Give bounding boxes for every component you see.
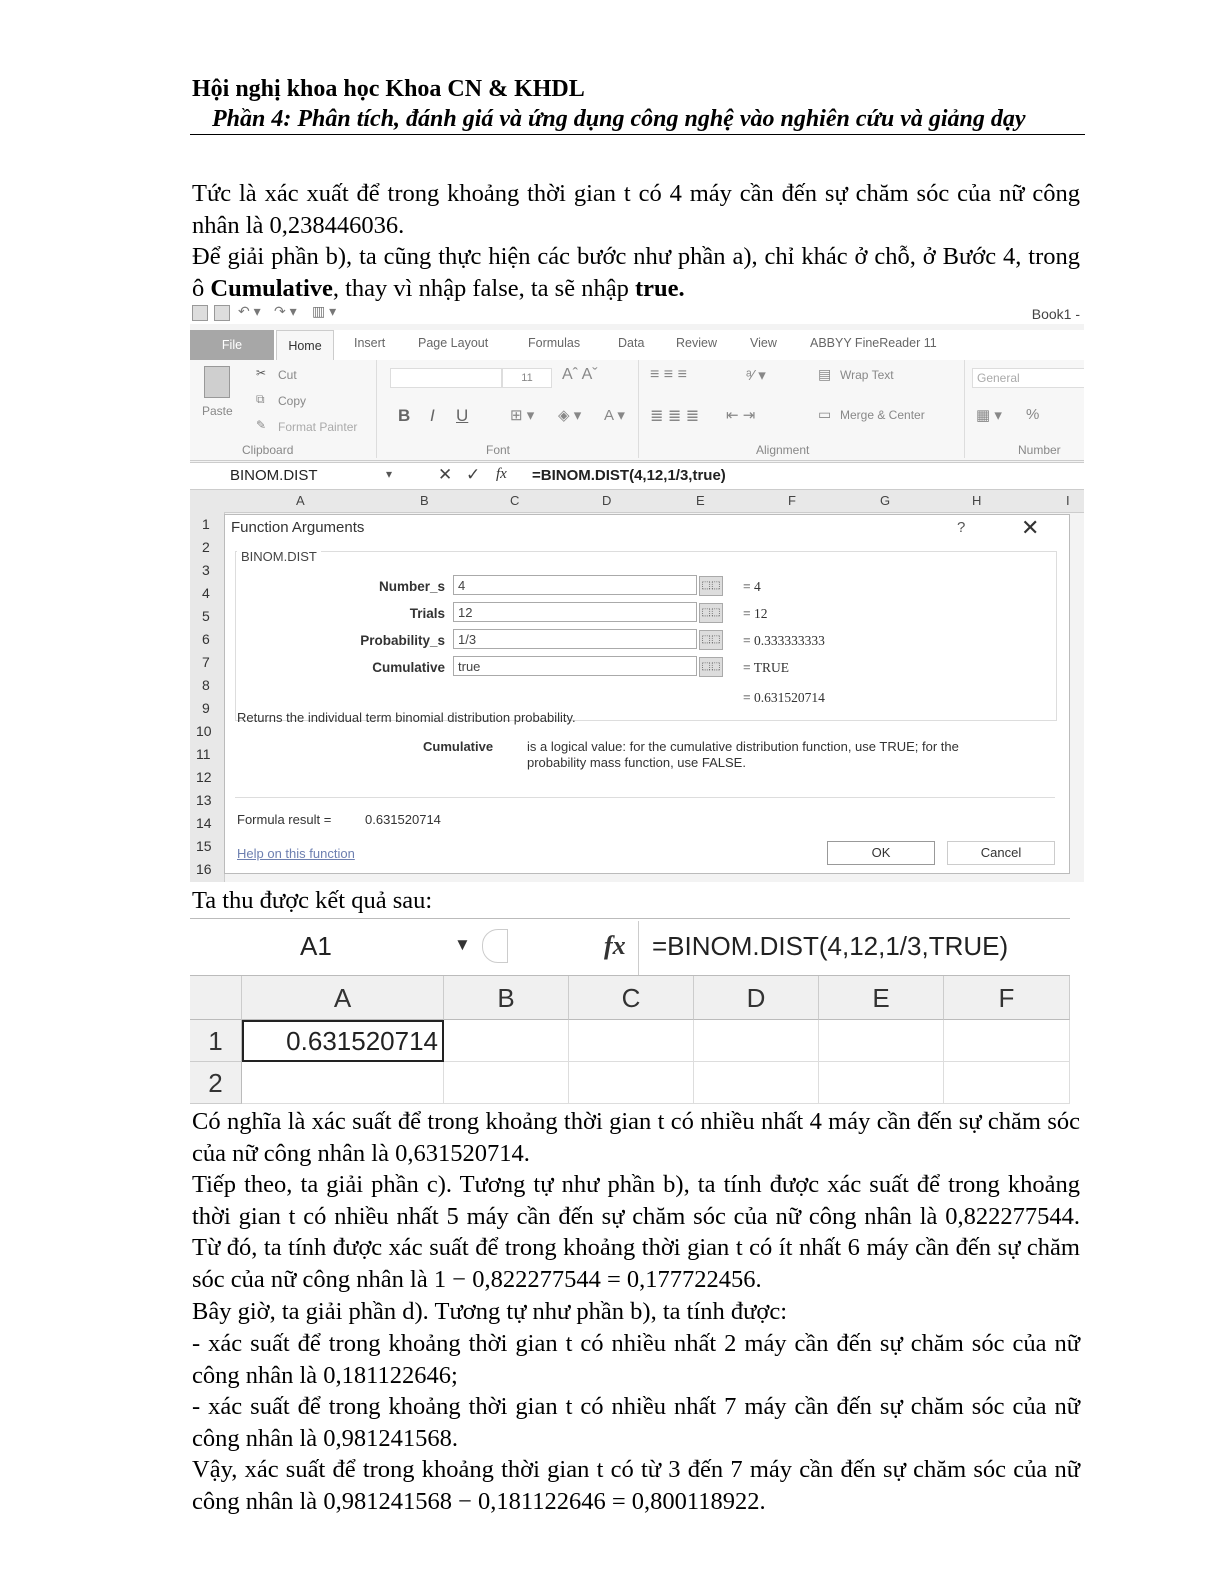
copy-icon[interactable]: ⧉ [256,392,265,406]
arg-input-trials[interactable]: 12 [453,602,697,622]
underline-button[interactable]: U [456,406,469,425]
row-header[interactable]: 14 [196,815,212,831]
save-icon[interactable] [214,305,230,321]
arg-result-trials: = 12 [743,606,768,621]
row-header[interactable]: 7 [202,654,210,670]
help-link[interactable]: Help on this function [237,846,355,861]
formula-bar-separator [482,929,508,963]
enter-icon[interactable]: ✓ [466,465,481,484]
function-description: Returns the individual term binomial distribution probability. [237,710,576,725]
merge-icon[interactable]: ▭ [818,406,832,422]
insert-function-icon[interactable]: fx [496,466,507,482]
section-title: Phần 4: Phân tích, đánh giá và ứng dụng công nghệ vào nghiên cứu và giảng dạy [212,106,1026,132]
cell[interactable] [569,1020,694,1062]
p9-equation: 0,981241568 − 0,181122646 = 0,800118922. [323,1487,766,1515]
arg-input-cumulative[interactable]: true [453,656,697,676]
cell[interactable] [944,1020,1070,1062]
name-box-dropdown-icon[interactable]: ▼ [454,935,471,954]
undo-icon[interactable]: ↶ ▾ [238,303,261,319]
paragraph-2 [192,241,1080,304]
fill-color-icon[interactable]: ◈ ▾ [558,407,582,424]
grow-font-icon[interactable]: Aˆ Aˇ [562,366,598,383]
indent-icons[interactable]: ⇤ ⇥ [726,407,756,424]
paste-button[interactable]: Paste [202,404,233,418]
column-header-e[interactable]: E [696,493,705,508]
conference-title: Hội nghị khoa học Khoa CN & KHDL [192,76,585,102]
arg-help-name: Cumulative [423,739,494,754]
range-selector-icon[interactable]: ⬚⬚ [699,576,723,596]
paragraph-8: - xác suất để trong khoảng thời gian t có nhiều nhất 7 máy cần đến sự chăm sóc của nữ công nhân là 0,981241568. [192,1393,1080,1452]
arg-label-probability-s: Probability_s [360,633,445,648]
tab-review[interactable]: Review [676,336,717,350]
p5-equation: 1 − 0,822277544 = 0,177722456. [433,1265,762,1293]
cell[interactable] [444,1020,569,1062]
formula-bar [190,462,1084,490]
cell[interactable] [694,1020,819,1062]
arg-help-text-2: probability mass function, use FALSE. [527,755,746,770]
divider [964,360,965,458]
dialog-title: Function Arguments [231,519,365,536]
number-format-box[interactable]: General [972,368,1084,388]
window-title: Book1 - [1031,306,1080,322]
tab-formulas[interactable]: Formulas [528,336,581,350]
divider [638,360,639,458]
p2-text-a: Để giải phần b), ta cũng thực hiện các bước như phần a), chỉ khác ở chỗ, ở Bước 4, trong ô [192,243,1080,302]
excel-screenshot-function-arguments [190,302,1084,882]
formula-input[interactable]: =BINOM.DIST(4,12,1/3,true) [532,467,726,484]
column-header-c[interactable]: C [510,493,520,508]
align-top-icons[interactable]: ≡ ≡ ≡ [650,366,687,383]
column-header-a[interactable]: A [296,493,305,508]
ribbon-tabs [190,330,1084,361]
divider [638,921,639,975]
arg-label-cumulative: Cumulative [372,660,445,675]
font-group-label: Font [486,443,511,457]
row-header[interactable]: 1 [202,516,210,532]
column-header-b[interactable]: B [444,976,569,1020]
column-header-h[interactable]: H [972,493,982,508]
column-headers [190,490,1084,513]
arg-help-text-1: is a logical value: for the cumulative distribution function, use TRUE; for the [527,739,959,754]
row-header-1[interactable]: 1 [190,1020,242,1062]
ribbon [190,360,1084,461]
paste-icon[interactable] [204,366,230,398]
range-selector-icon[interactable]: ⬚⬚ [699,603,723,623]
row-header[interactable]: 12 [196,769,212,785]
arg-result-number-s: = 4 [743,579,761,594]
tab-view[interactable]: View [750,336,777,350]
column-header-d[interactable]: D [602,493,612,508]
row-header[interactable]: 5 [202,608,210,624]
range-selector-icon[interactable]: ⬚⬚ [699,630,723,650]
column-header-e[interactable]: E [819,976,944,1020]
excel-icon [192,305,208,321]
p9-text: Vậy, xác suất để trong khoảng thời gian t có từ 3 đến 7 máy cần đến sự chăm sóc của nữ công nhân là [192,1456,1080,1515]
cell[interactable] [569,1062,694,1104]
formula-bar [190,918,1070,976]
row-header[interactable]: 3 [202,562,210,578]
align-center-icons[interactable]: ≣ ≣ ≣ [650,408,700,425]
row-header[interactable]: 15 [196,838,212,854]
orientation-icon[interactable]: ᵃ⁄ ▾ [746,367,766,384]
cut-button[interactable]: Cut [278,368,297,382]
wrap-text-icon[interactable]: ▤ [818,366,832,382]
cell[interactable] [444,1062,569,1104]
paragraph-7: - xác suất để trong khoảng thời gian t có nhiều nhất 2 máy cần đến sự chăm sóc của nữ công nhân là 0,181122646; [192,1330,1080,1389]
alignment-group-label: Alignment [756,443,810,457]
format-painter-icon[interactable]: ✎ [256,418,267,432]
function-name: BINOM.DIST [237,549,321,564]
format-painter-button[interactable]: Format Painter [278,420,358,434]
cell-a1[interactable]: 0.631520714 [242,1020,444,1062]
column-header-f[interactable]: F [788,493,796,508]
redo-icon[interactable]: ↷ ▾ [274,303,297,319]
paragraph-3: Ta thu được kết quả sau: [192,887,433,914]
paragraph-6: Bây giờ, ta giải phần d). Tương tự như phần b), ta tính được: [192,1298,788,1325]
borders-icon[interactable]: ⊞ ▾ [510,407,535,424]
formula-input[interactable]: =BINOM.DIST(4,12,1/3,TRUE) [652,931,1009,961]
paragraph-1: Tức là xác xuất để trong khoảng thời gian t có 4 máy cần đến sự chăm sóc của nữ công nhân là 0,238446036. [192,180,1080,239]
name-box-dropdown-icon[interactable]: ▾ [386,467,393,481]
close-icon[interactable]: ✕ [1021,515,1040,540]
row-header[interactable]: 9 [202,700,210,716]
cut-icon[interactable]: ✂ [256,366,267,380]
formula-result-label: Formula result = [237,812,332,827]
chart-icon[interactable]: ▥ ▾ [312,303,337,319]
currency-icon[interactable]: ▦ ▾ [976,407,1002,424]
quick-access-toolbar [190,302,1084,324]
tab-abbyy[interactable]: ABBYY FineReader 11 [810,336,937,350]
row-headers [190,512,225,882]
function-total-result: = 0.631520714 [743,690,825,705]
copy-button[interactable]: Copy [278,394,307,408]
tab-data[interactable]: Data [618,336,645,350]
divider [376,360,377,458]
row-header[interactable]: 11 [196,746,211,762]
tab-file[interactable]: File [190,330,274,360]
formula-result-value: 0.631520714 [365,812,441,827]
arg-label-trials: Trials [409,606,445,621]
font-name-box[interactable] [390,368,502,388]
column-header-a[interactable]: A [242,976,444,1020]
paragraph-9 [192,1454,1080,1517]
arg-input-number-s[interactable]: 4 [453,575,697,595]
column-header-f[interactable]: F [944,976,1070,1020]
select-all-corner[interactable] [190,976,242,1020]
arg-result-probability-s: = 0.333333333 [743,633,825,648]
cancel-icon[interactable]: ✕ [438,465,453,484]
p2-text-c: , thay vì nhập false, ta sẽ nhập [332,274,635,302]
column-header-g[interactable]: G [880,493,891,508]
column-header-b[interactable]: B [420,493,429,508]
p5-text: Tiếp theo, ta giải phần c). Tương tự như phần b), ta tính được xác suất để trong khoảng thời gian t có nhiều nhất 5 máy cần đến sự chăm sóc của nữ công nhân là 0,822277544. Từ đó, ta tính được xác suất để trong khoảng thời gian t có ít nhất 6 máy cần đến sự chăm sóc của nữ công nhân là [192,1171,1080,1293]
number-group-label: Number [1018,443,1061,457]
paragraph-4: Có nghĩa là xác suất để trong khoảng thời gian t có nhiều nhất 4 máy cần đến sự chăm sóc của nữ công nhân là 0,631520714. [192,1108,1080,1167]
row-header[interactable]: 10 [196,723,212,739]
row-header[interactable]: 2 [202,539,210,555]
cell[interactable] [819,1062,944,1104]
font-color-icon[interactable]: A ▾ [604,407,625,424]
row-header[interactable]: 13 [196,792,212,808]
column-header-d[interactable]: D [694,976,819,1020]
row-header-2[interactable]: 2 [190,1062,242,1104]
font-size-box[interactable]: 11 [502,368,552,388]
function-arguments-dialog [224,514,1070,874]
tab-insert[interactable]: Insert [354,336,386,350]
paragraph-5 [192,1169,1080,1295]
column-header-i[interactable]: I [1066,493,1070,508]
p2-true: true. [634,274,685,302]
header-rule [190,134,1085,135]
clipboard-group-label: Clipboard [242,443,294,457]
wrap-text-button[interactable]: Wrap Text [840,368,894,382]
cell[interactable] [694,1062,819,1104]
insert-function-icon[interactable]: fx [604,931,626,960]
divider [235,797,1055,798]
bold-button[interactable]: B [398,406,411,425]
tab-page-layout[interactable]: Page Layout [418,336,489,350]
ok-button[interactable]: OK [827,841,935,865]
merge-center-button[interactable]: Merge & Center [840,408,925,422]
arg-result-cumulative: = TRUE [743,660,789,675]
range-selector-icon[interactable]: ⬚⬚ [699,657,723,677]
cancel-button[interactable]: Cancel [947,841,1055,865]
tab-home[interactable]: Home [276,330,334,362]
row-header[interactable]: 6 [202,631,210,647]
column-header-c[interactable]: C [569,976,694,1020]
name-box[interactable]: BINOM.DIST [230,467,318,484]
row-header[interactable]: 16 [196,861,212,877]
cell[interactable] [819,1020,944,1062]
row-header[interactable]: 4 [202,585,210,601]
percent-button[interactable]: % [1026,406,1040,423]
cell[interactable] [242,1062,444,1104]
excel-screenshot-result [190,916,1070,1104]
row-header[interactable]: 8 [202,677,210,693]
cell[interactable] [944,1062,1070,1104]
arg-label-number-s: Number_s [378,579,445,594]
help-icon[interactable]: ? [957,519,966,536]
name-box[interactable]: A1 [300,931,332,961]
italic-button[interactable]: I [430,406,435,425]
arg-input-probability-s[interactable]: 1/3 [453,629,697,649]
p2-cumulative: Cumulative [210,274,333,302]
